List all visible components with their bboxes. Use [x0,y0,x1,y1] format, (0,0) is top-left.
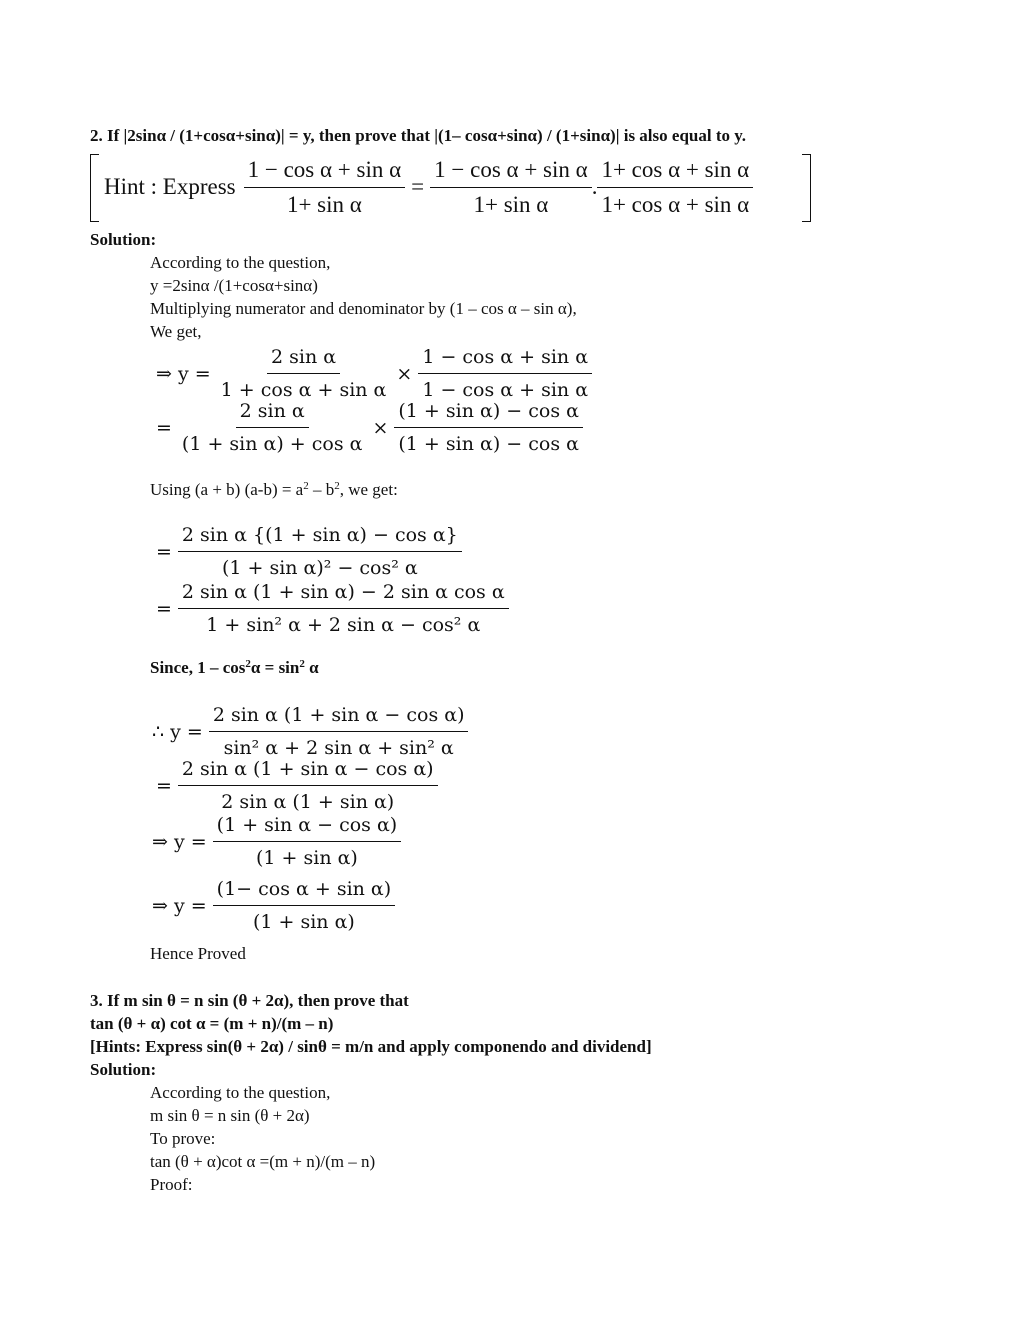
hint-fraction-r1: $\frac{\text{1 − cos α + sin α}}{\text{1+ sin α}}$ [430,156,592,219]
q2-line-2: y =2sinα /(1+cosα+sinα) [150,276,318,295]
hint-fraction-r2: $\frac{\text{1+ cos α + sin α}}{\text{1+ cos α + sin α}}$ [597,156,753,219]
equation-6: = $\frac{\text{2 sin α (1 + sin α − cos α)}}{\text{2 sin α (1 + sin α)}}$ [150,756,438,815]
q3-line-2: m sin θ = n sin (θ + 2α) [150,1106,310,1125]
hint-label: Hint : Express [104,174,236,199]
q2-line-4: We get, [150,322,202,341]
using-identity-line: Using (a + b) $(a-b) = a^2 - b^2$, we get: [150,480,398,499]
solution-label-q3: Solution: [90,1060,157,1079]
equation-5: ∴ y = $\frac{\text{2 sin α (1 + sin α − cos α)}}{\text{sin² α + 2 sin α + sin² α}}$ [146,702,468,761]
q3-line-5: Proof: [150,1175,193,1194]
question-3-title-line-2: tan (θ + α) cot α = (m + n)/(m – n) [90,1014,334,1033]
equation-7: ⇒ y = $\frac{\text{(1 + sin α − cos α)}}{\text{(1 + sin α)}}$ [146,812,401,871]
equation-1: ⇒ y = $\frac{\text{2 sin α}}{\text{1 + cos α + sin α}}$ × $\frac{\text{1 − cos α + sin α}}{\text{1 − cos α + sin α}}$ [150,344,592,403]
q3-line-3: To prove: [150,1129,216,1148]
hint-fraction-lhs: $\frac{\text{1 − cos α + sin α}}{\text{1+ sin α}}$ [244,156,406,219]
hint-formula [92,152,753,222]
q3-line-4: tan (θ + α)cot α =(m + n)/(m – n) [150,1152,376,1171]
equation-2: = $\frac{\text{2 sin α}}{\text{(1 + sin α) + cos α}}$ × $\frac{\text{(1 + sin α) − cos α}}{\text{(1 + sin α) − cos α}}$ [150,398,583,457]
equation-4: = $\frac{\text{2 sin α (1 + sin α) − 2 sin α cos α}}{\text{1 + sin² α + 2 sin α − cos² α}}$ [150,579,509,638]
question-3-hint: [Hints: Express sin(θ + 2α) / sinθ = m/n and apply componendo and dividend] [90,1037,652,1056]
hint-bracket-right [802,154,811,222]
q3-line-1: According to the question, [150,1083,331,1102]
question-3-title-line-1: 3. If m sin θ = n sin (θ + 2α), then prove that [90,991,409,1010]
equation-8: ⇒ y = $\frac{\text{(1− cos α + sin α)}}{\text{(1 + sin α)}}$ [146,876,395,935]
solution-label-q2: Solution: [90,230,157,249]
q2-line-1: According to the question, [150,253,331,272]
hence-proved: Hence Proved [150,944,246,963]
q2-line-3: Multiplying numerator and denominator by (1 – cos α – sin α), [150,299,577,318]
equation-3: = $\frac{\text{2 sin α \{(1 + sin α) − cos α\}}}{\text{(1 + sin α)² − cos² α}}$ [150,522,462,581]
hint-equals: = [411,174,425,199]
hint-dot: . [591,174,598,199]
question-2-title: 2. If |2sinα / (1+cosα+sinα)| = y, then prove that |(1– cosα+sinα) / (1+sinα)| is also equal to y. [90,126,747,145]
since-identity-line: Since, $1 - \cos^2\alpha = \sin^2 \alpha$ [150,658,319,677]
